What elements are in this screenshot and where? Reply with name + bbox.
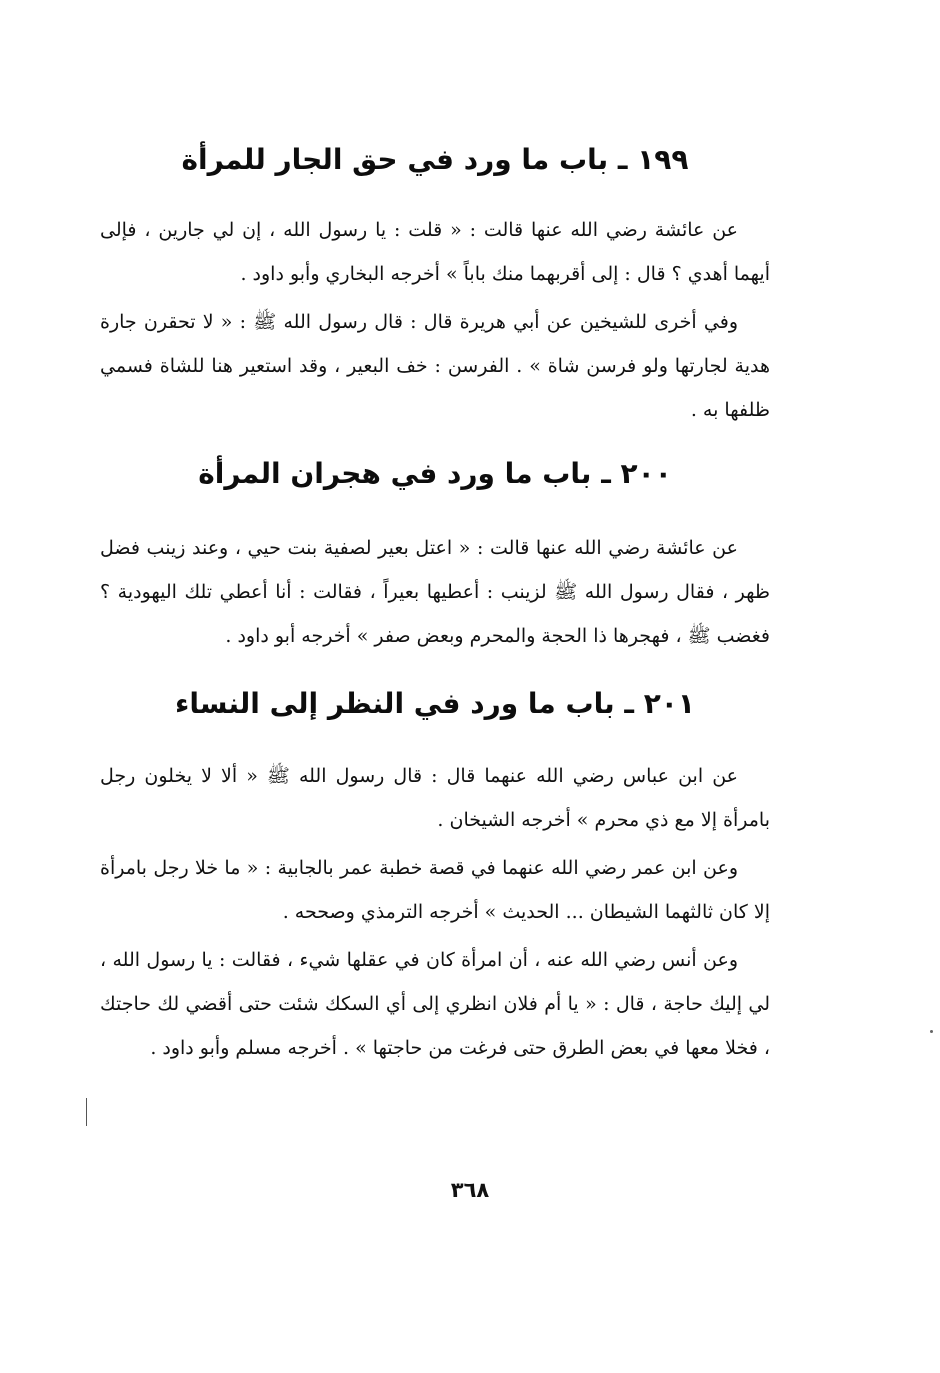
paragraph: عن عائشة رضي الله عنها قالت : « اعتل بعير لصفية بنت حيي ، وعند زينب فضل ظهر ، فقال رسول الله ﷺ لزينب : أعطيها بعيراً ، فقالت : أنا أعطي تلك اليهودية ؟ فغضب ﷺ ، فهجرها ذا الحجة والمحرم وبعض صفر » أخرجه أبو داود . (100, 537, 770, 647)
paragraph: وعن ابن عمر رضي الله عنهما في قصة خطبة عمر بالجابية : « ما خلا رجل بامرأة إلا كان ثالثهما الشيطان ... الحديث » أخرجه الترمذي وصححه . (100, 857, 770, 923)
margin-mark (86, 1098, 87, 1126)
section-title: ٢٠١ ـ باب ما ورد في النظر إلى النساء (175, 687, 695, 720)
paragraph: وفي أخرى للشيخين عن أبي هريرة قال : قال رسول الله ﷺ : « لا تحقرن جارة هدية لجارتها ولو فرسن شاة » . الفرسن : خف البعير ، وقد استعير هنا للشاة فسمي ظلفها به . (100, 311, 770, 421)
margin-dot (930, 1030, 933, 1033)
paragraph: وعن أنس رضي الله عنه ، أن امرأة كان في عقلها شيء ، فقالت : يا رسول الله ، لي إليك حاجة ، قال : « يا أم فلان انظري إلى أي السكك شئت حتى أقضي لك حاجتك ، فخلا معها في بعض الطرق حتى فرغت من حاجتها » . أخرجه مسلم وأبو داود . (100, 949, 770, 1059)
page-number: ٣٦٨ (450, 1178, 490, 1202)
paragraph: عن ابن عباس رضي الله عنهما قال : قال رسول الله ﷺ « ألا لا يخلون رجل بامرأة إلا مع ذي محرم » أخرجه الشيخان . (100, 765, 770, 831)
section-199 (100, 140, 770, 432)
section-title: ١٩٩ ـ باب ما ورد في حق الجار للمرأة (181, 143, 689, 176)
section-200 (100, 454, 770, 658)
section-title: ٢٠٠ ـ باب ما ورد في هجران المرأة (198, 457, 672, 490)
book-page (100, 130, 770, 1092)
paragraph: عن عائشة رضي الله عنها قالت : « قلت : يا رسول الله ، إن لي جارين ، فإلى أيهما أهدي ؟ قال : إلى أقربهما منك باباً » أخرجه البخاري وأبو داود . (100, 219, 770, 285)
section-201 (100, 684, 770, 1070)
